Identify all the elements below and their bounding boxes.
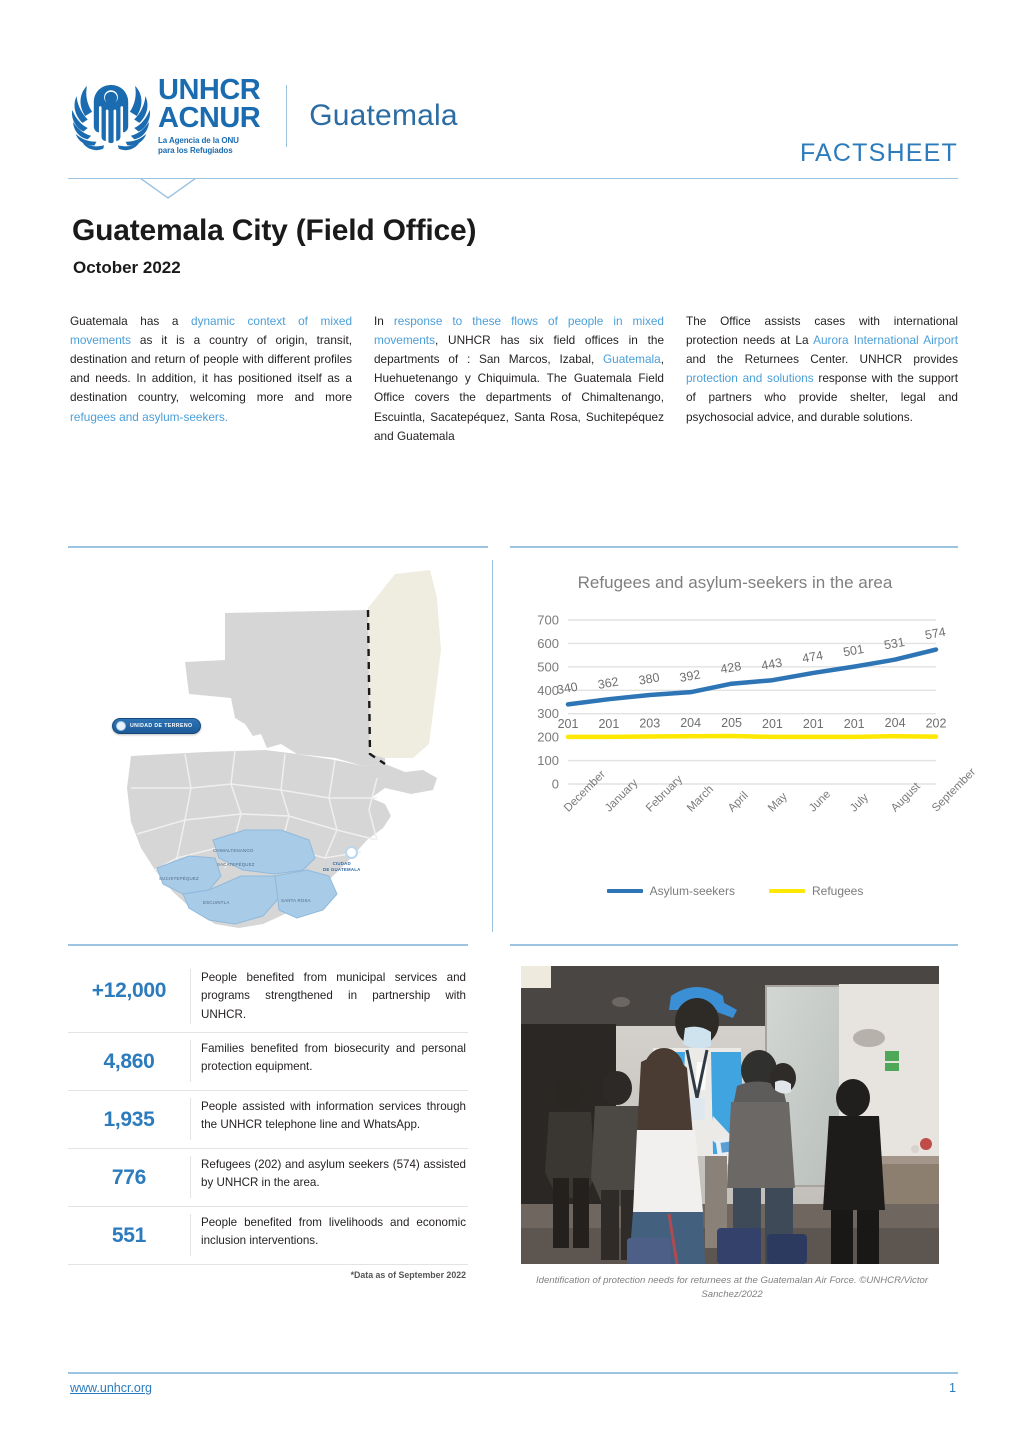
unhcr-emblem-icon [68,73,154,159]
legend-item-asylum-seekers [607,884,735,898]
chart-y-tick-label: 400 [537,682,559,698]
chart-data-label: 362 [596,674,620,693]
stat-row [68,1033,468,1091]
peten-shape [185,610,385,766]
chart-data-label: 202 [925,716,947,731]
intro-c1-t1: Guatemala has a [70,314,192,328]
chart-y-ticks [537,613,559,792]
stats-footnote: *Data as of September 2022 [350,1269,466,1280]
stat-number: 551 [111,1223,147,1247]
intro-columns [70,312,960,446]
lower-rule-photo [510,944,958,946]
chart-svg [512,602,958,802]
intro-c3-t1: The Office assists cases with international protection needs at La [686,314,958,348]
refugees-series-line [568,736,936,737]
logo-acnur-text: ACNUR [158,101,261,134]
legend-label-refugees: Refugees [811,884,864,899]
photo-returnees-assistance [521,966,939,1264]
chart-data-label: 474 [801,648,825,666]
chart-data-label: 201 [762,717,783,732]
stat-number: 776 [111,1165,147,1189]
dept-santa-rosa [275,870,337,918]
stat-description: Refugees (202) and asylum seekers (574) assisted by UNHCR in the area. [190,1156,468,1198]
footer-website-link[interactable]: www.unhcr.org [70,1381,152,1395]
intro-column-3 [686,312,958,446]
person-grey-hoodie [727,1102,795,1188]
intro-c1-t2: as it is a country of origin, transit, destination and return of people with different profiles and needs. In addition, it has positioned itself as a destination country, welcoming more and more [70,333,352,405]
chart-data-label: 428 [719,659,743,677]
woman-white-top [633,1130,703,1212]
chart-data-label: 205 [721,716,742,731]
map-label-suchitepequez: SUCHITEPÉQUEZ [159,876,199,881]
map-label-chimaltenango: CHIMALTENANGO [213,848,254,853]
chart-y-tick-label: 0 [551,776,559,792]
legend-swatch-refugees [769,889,805,893]
person-black-coat [823,1116,885,1210]
chart-x-tick-label: February [643,773,685,815]
stat-description: People benefited from livelihoods and economic inclusion interventions. [190,1214,468,1256]
logo-unhcr-text: UNHCR [158,73,261,106]
page-title: Guatemala City (Field Office) [72,214,477,247]
refugees-data-labels [558,716,947,731]
page-date: October 2022 [73,258,181,277]
chart-x-tick-label: September [930,766,979,815]
header-divider [286,85,287,147]
intro-c2-t2: , UNHCR has six field offices in the departments of : San Marcos, Izabal, [374,333,664,367]
stat-row [68,1149,468,1207]
belize-shape [368,570,441,758]
intro-c3-t3: response with the support of partners who provide shelter, legal and psychosocial advice, and durable solutions. [686,371,959,424]
chart-gridlines [568,620,936,784]
chart-y-tick-label: 200 [537,729,559,745]
intro-c1-hl1: dynamic context of mixed movements [70,314,352,348]
photo-caption: Identification of protection needs for returnees at the Guatemalan Air Force. ©UNHCR/Victor Sanchez/2022 [535,1275,929,1301]
chart-title: Refugees and asylum-seekers in the area [577,573,893,592]
map-label-capital: CIUDAD DE GUATEMALA [323,861,361,872]
logo-wordmark [158,73,261,156]
chart-data-label: 340 [555,679,579,698]
header-rule [68,178,958,179]
map-label-escuintla: ESCUINTLA [203,900,230,905]
page-header [68,62,958,170]
footer-page-number: 1 [949,1381,956,1395]
stat-row [68,1091,468,1149]
chart-data-label: 392 [678,667,702,686]
chart-y-tick-label: 600 [537,636,559,652]
chart-y-tick-label: 500 [537,659,559,675]
field-unit-badge [112,718,201,734]
chart-x-tick-label: December [562,768,609,815]
stat-number: 4,860 [103,1049,155,1073]
header-notch [140,178,196,200]
stat-row [68,962,468,1033]
map-svg [85,558,485,938]
stat-description: People assisted with information services through the UNHCR telephone line and WhatsApp. [190,1098,468,1140]
legend-item-refugees [769,884,863,898]
footer-rule [68,1372,958,1374]
lower-rule-stats [68,944,468,946]
legend-label-asylum: Asylum-seekers [649,884,735,899]
chart-legend [512,884,958,898]
document-type-label: FACTSHEET [799,139,958,167]
photo-container [521,966,939,1264]
legend-swatch-asylum [607,889,643,893]
intro-column-1 [70,312,352,446]
intro-c2-hl2: Guatemala [603,352,661,367]
section-rule-map [68,546,488,548]
chart-x-axis-labels [512,766,979,882]
field-unit-label: UNIDAD DE TERRENO [130,723,193,729]
stat-number: 1,935 [103,1107,155,1131]
chart-data-label: 501 [842,642,866,660]
chart-x-tick-label: May [766,790,791,815]
intro-c3-t2: and the Returnees Center. UNHCR provides [686,352,958,367]
suitcase [627,1238,671,1264]
chart-data-label: 204 [680,716,702,731]
chart-x-tick-label: June [807,788,834,815]
staff-face-mask [683,1027,711,1049]
intro-c1-hl2: refugees and asylum-seekers. [70,409,229,424]
chart-y-tick-label: 700 [537,612,559,628]
section-vertical-separator [492,560,493,932]
refugees-asylum-chart [512,568,979,930]
chart-data-label: 201 [802,717,824,732]
chart-data-label: 380 [637,670,661,688]
chart-y-tick-label: 300 [537,706,559,722]
chart-data-label: 201 [598,717,620,732]
intro-column-2 [374,312,664,446]
statistics-table [68,962,468,1280]
intro-c3-hl1: Aurora International Airport [813,333,958,348]
stat-row [68,1207,468,1265]
chart-x-tick-label: July [848,791,872,815]
stat-description: Families benefited from biosecurity and personal protection equipment. [190,1040,468,1082]
logo-tagline: La Agencia de la ONU para los Refugiados [158,136,239,155]
chart-data-label: 574 [923,624,947,643]
intro-c2-t1: In [374,314,394,328]
guatemala-map [85,558,485,938]
chart-data-label: 203 [639,716,661,731]
chart-y-tick-label: 100 [537,753,559,769]
intro-c2-t3: , Huehuetenango y Chiquimula. The Guatemala Field Office covers the departments of Chimaltenango, Escuintla, Sacatepéquez, Santa Rosa, Suchitepéquez and Guatemala [374,352,664,443]
intro-c3-hl2: protection and solutions [686,371,814,386]
chart-x-tick-label: March [684,783,716,815]
section-rule-chart [510,546,958,548]
chart-data-label: 204 [884,716,906,731]
map-label-sacatepequez: SACATEPÉQUEZ [217,862,255,867]
stat-description: People benefited from municipal services and programs strengthened in partnership with UNHCR. [190,969,468,1024]
chart-x-tick-label: August [889,780,923,815]
intro-c2-hl1: response to these flows of people in mixed movements [374,314,664,348]
chart-data-label: 443 [760,655,784,674]
asylum-seekers-series-line [568,650,936,705]
chart-plot-area [512,602,958,802]
chart-x-tick-label: January [602,777,641,815]
unhcr-logo [68,73,260,159]
chart-data-label: 531 [882,635,906,653]
country-label: Guatemala [309,99,458,132]
capital-city-marker-icon [345,846,358,859]
chart-data-label: 201 [843,717,865,732]
chart-data-label: 201 [557,717,579,732]
field-unit-marker-icon [116,721,126,731]
stat-number: +12,000 [91,979,167,1002]
chart-x-tick-label: April [725,789,751,815]
map-label-santa-rosa: SANTA ROSA [281,898,311,903]
